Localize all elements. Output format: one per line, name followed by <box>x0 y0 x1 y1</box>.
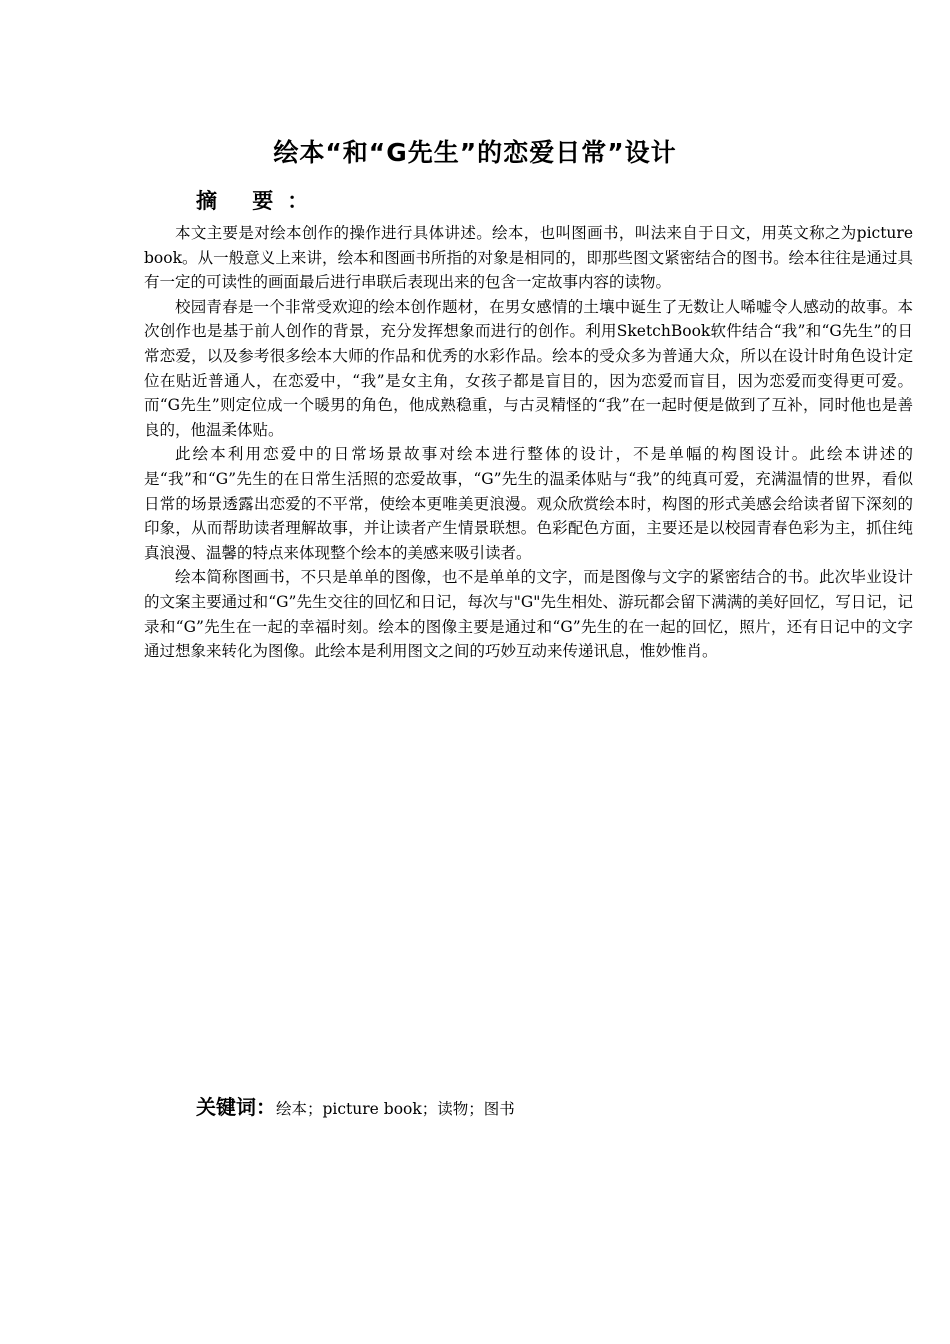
abstract-paragraph-2: 校园青春是一个非常受欢迎的绘本创作题材，在男女感情的土壤中诞生了无数让人唏嘘令人感动的故事。本次创作也是基于前人创作的背景，充分发挥想象而进行的创作。利用SketchBook软件结合“我”和“G先生”的日常恋爱，以及参考很多绘本大师的作品和优秀的水彩作品。绘本的受众多为普通大众，所以在设计时角色设计定位在贴近普通人，在恋爱中，“我”是女主角，女孩子都是盲目的，因为恋爱而盲目，因为恋爱而变得更可爱。而“G先生”则定位成一个暖男的角色，他成熟稳重，与古灵精怪的“我”在一起时便是做到了互补，同时他也是善良的，他温柔体贴。 <box>144 297 913 439</box>
keywords-value: 绘本；picture book；读物；图书 <box>276 1100 515 1118</box>
page-title: 绘本“和“G先生”的恋爱日常”设计 <box>273 138 677 167</box>
keywords-label: 关键词： <box>196 1095 276 1119</box>
abstract-paragraph-3: 此绘本利用恋爱中的日常场景故事对绘本进行整体的设计，不是单幅的构图设计。此绘本讲述的是“我”和“G”先生的在日常生活照的恋爱故事，“G”先生的温柔体贴与“我”的纯真可爱，充满温情的世界，看似日常的场景透露出恋爱的不平常，使绘本更唯美更浪漫。观众欣赏绘本时，构图的形式美感会给读者留下深刻的印象，从而帮助读者理解故事，并让读者产生情景联想。色彩配色方面，主要还是以校园青春色彩为主，抓住纯真浪漫、温馨的特点来体现整个绘本的美感来吸引读者。 <box>144 445 913 562</box>
keywords-line <box>196 1092 515 1124</box>
abstract-heading: 摘 要： <box>196 189 323 213</box>
abstract-body <box>144 221 913 664</box>
abstract-paragraph-4: 绘本简称图画书，不只是单单的图像，也不是单单的文字，而是图像与文字的紧密结合的书。此次毕业设计的文案主要通过和“G”先生交往的回忆和日记，每次与"G"先生相处、游玩都会留下满满的美好回忆，写日记，记录和“G”先生在一起的幸福时刻。绘本的图像主要是通过和“G”先生的在一起的回忆，照片，还有日记中的文字通过想象来转化为图像。此绘本是利用图文之间的巧妙互动来传递讯息，惟妙惟肖。 <box>144 568 913 661</box>
abstract-paragraph-1: 本文主要是对绘本创作的操作进行具体讲述。绘本，也叫图画书，叫法来自于日文，用英文称之为picture book。从一般意义上来讲，绘本和图画书所指的对象是相同的，即那些图文紧密结合的图书。绘本往往是通过具有一定的可读性的画面最后进行串联后表现出来的包含一定故事内容的读物。 <box>144 224 913 292</box>
